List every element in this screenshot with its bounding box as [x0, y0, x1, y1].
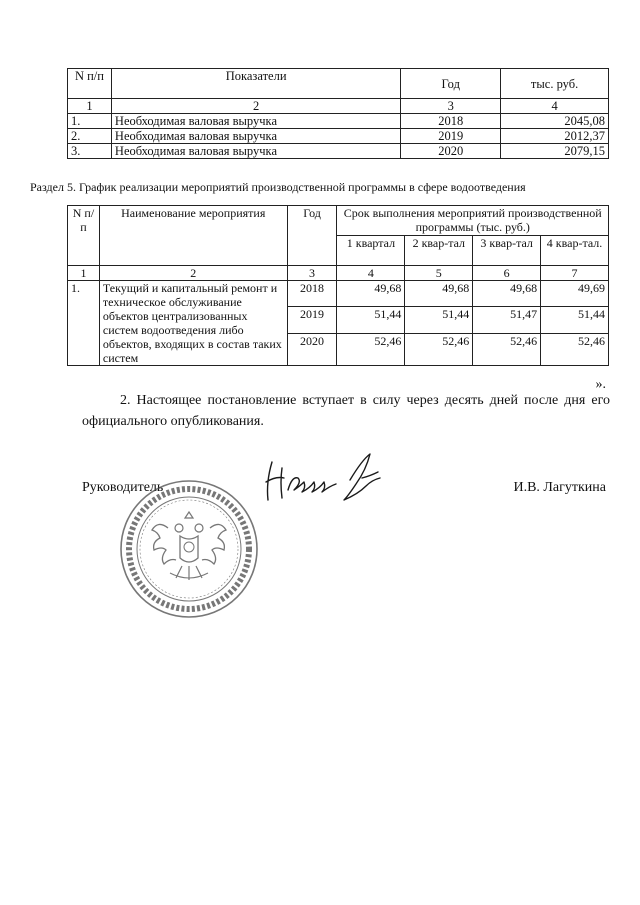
row-q2: 49,68: [405, 281, 473, 307]
row-q3: 49,68: [473, 281, 541, 307]
col-number: 2: [99, 266, 287, 281]
row-year: 2019: [401, 129, 501, 144]
col-number: 3: [287, 266, 337, 281]
row-year: 2018: [401, 114, 501, 129]
row-number: 3.: [68, 144, 112, 159]
header-n: N п/п: [68, 69, 112, 99]
header-q2: 2 квар-тал: [405, 236, 473, 266]
row-q1: 52,46: [337, 333, 405, 365]
row-q4: 52,46: [541, 333, 609, 365]
row-q2: 52,46: [405, 333, 473, 365]
col-number: 1: [68, 99, 112, 114]
header-n: N п/п: [68, 206, 100, 266]
row-value: 2079,15: [501, 144, 609, 159]
row-q1: 51,44: [337, 307, 405, 333]
revenue-table: [67, 68, 609, 159]
row-year: 2018: [287, 281, 337, 307]
table-row: [68, 144, 609, 159]
col-number: 3: [401, 99, 501, 114]
closing-quote: ».: [595, 377, 606, 392]
item-name: Текущий и капитальный ремонт и техническое обслуживание объектов централизованных систем водоотведения либо объектов, входящих в состав таких систем: [99, 281, 287, 366]
row-year: 2020: [401, 144, 501, 159]
schedule-table: [67, 205, 609, 366]
header-indicators: Показатели: [111, 69, 400, 99]
header-term: Срок выполнения мероприятий производственной программы (тыс. руб.): [337, 206, 609, 236]
row-name: Необходимая валовая выручка: [111, 144, 400, 159]
header-q1: 1 квартал: [337, 236, 405, 266]
row-q2: 51,44: [405, 307, 473, 333]
col-number: 7: [541, 266, 609, 281]
signatory-name: И.В. Лагуткина: [513, 480, 606, 495]
row-year: 2020: [287, 333, 337, 365]
col-number: 6: [473, 266, 541, 281]
handwritten-signature-icon: [258, 448, 398, 516]
header-name: Наименование мероприятия: [99, 206, 287, 266]
official-stamp-icon: [118, 478, 260, 620]
col-number: 4: [501, 99, 609, 114]
row-q3: 52,46: [473, 333, 541, 365]
row-value: 2045,08: [501, 114, 609, 129]
row-q3: 51,47: [473, 307, 541, 333]
row-number: 1.: [68, 114, 112, 129]
header-year: Год: [401, 69, 501, 99]
table-row: [68, 114, 609, 129]
table-row: [68, 129, 609, 144]
col-number: 2: [111, 99, 400, 114]
row-number: 2.: [68, 129, 112, 144]
header-year: Год: [287, 206, 337, 266]
row-q4: 49,69: [541, 281, 609, 307]
col-number: 1: [68, 266, 100, 281]
header-thousand-rub: тыс. руб.: [501, 69, 609, 99]
row-year: 2019: [287, 307, 337, 333]
section-title: Раздел 5. График реализации мероприятий производственной программы в сфере водоотведения: [30, 180, 526, 194]
table-row: [68, 281, 609, 307]
row-name: Необходимая валовая выручка: [111, 114, 400, 129]
row-q1: 49,68: [337, 281, 405, 307]
row-value: 2012,37: [501, 129, 609, 144]
row-name: Необходимая валовая выручка: [111, 129, 400, 144]
effective-date-paragraph: 2. Настоящее постановление вступает в силу через десять дней после дня его официального опубликования.: [82, 393, 610, 429]
col-number: 5: [405, 266, 473, 281]
signatory-title: Руководитель: [82, 480, 164, 495]
header-q3: 3 квар-тал: [473, 236, 541, 266]
header-q4: 4 квар-тал.: [541, 236, 609, 266]
row-q4: 51,44: [541, 307, 609, 333]
item-number: 1.: [68, 281, 100, 366]
col-number: 4: [337, 266, 405, 281]
